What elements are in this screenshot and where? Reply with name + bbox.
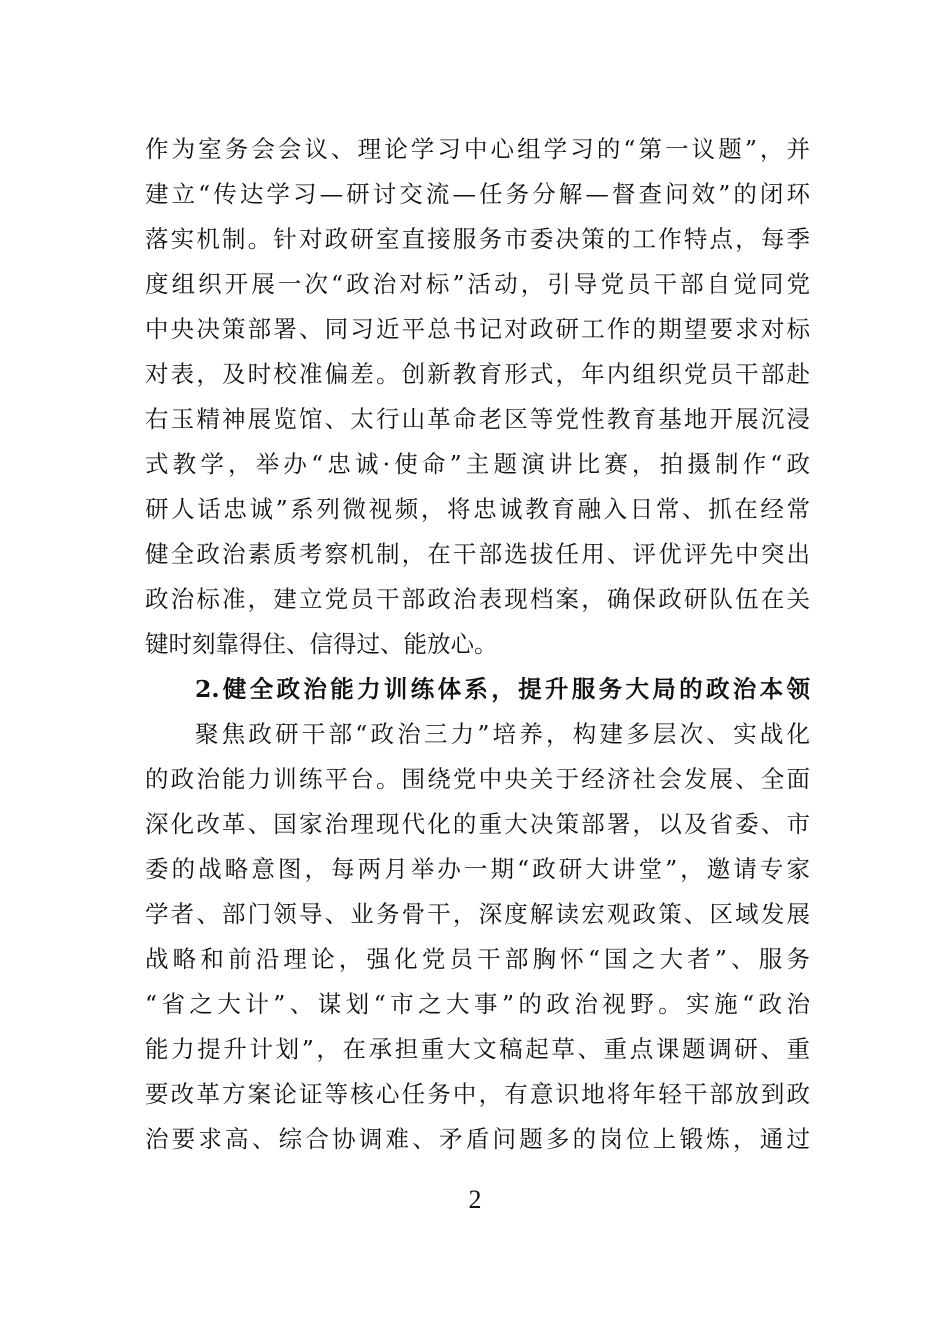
text-line: 聚焦政研干部“政治三力”培养，构建多层次、实战化 (195, 720, 810, 748)
text-line: 深化改革、国家治理现代化的重大决策部署，以及省委、市 (145, 810, 810, 838)
text-line: 右玉精神展览馆、太行山革命老区等党性教育基地开展沉浸 (145, 405, 810, 433)
text-line: 键时刻靠得住、信得过、能放心。 (145, 630, 498, 658)
text-line: 学者、部门领导、业务骨干，深度解读宏观政策、区域发展 (145, 900, 810, 928)
text-line: 委的战略意图，每两月举办一期“政研大讲堂”，邀请专家 (145, 855, 810, 883)
text-line: 治要求高、综合协调难、矛盾问题多的岗位上锻炼，通过 (145, 1125, 810, 1153)
text-line: 的政治能力训练平台。围绕党中央关于经济社会发展、全面 (145, 765, 810, 793)
text-line: “省之大计”、谋划“市之大事”的政治视野。实施“政治 (145, 990, 810, 1018)
text-line: 研人话忠诚”系列微视频，将忠诚教育融入日常、抓在经常 (145, 495, 810, 523)
text-line: 中央决策部署、同习近平总书记对政研工作的期望要求对标 (145, 315, 810, 343)
text-line: 能力提升计划”，在承担重大文稿起草、重点课题调研、重 (145, 1035, 810, 1063)
text-line: 战略和前沿理论，强化党员干部胸怀“国之大者”、服务 (145, 945, 810, 973)
section-heading: 2.健全政治能力训练体系，提升服务大局的政治本领 (195, 675, 810, 703)
text-line: 度组织开展一次“政治对标”活动，引导党员干部自觉同党 (145, 270, 810, 298)
text-line: 政治标准，建立党员干部政治表现档案，确保政研队伍在关 (145, 585, 810, 613)
text-line: 健全政治素质考察机制，在干部选拔任用、评优评先中突出 (145, 540, 810, 568)
page-number: 2 (468, 1185, 482, 1214)
text-line: 落实机制。针对政研室直接服务市委决策的工作特点，每季 (145, 225, 810, 253)
text-line: 式教学，举办“忠诚·使命”主题演讲比赛，拍摄制作“政 (145, 450, 810, 478)
text-line: 对表，及时校准偏差。创新教育形式，年内组织党员干部赴 (145, 360, 810, 388)
text-line: 建立“传达学习—研讨交流—任务分解—督查问效”的闭环 (145, 180, 810, 208)
text-line: 作为室务会会议、理论学习中心组学习的“第一议题”，并 (145, 135, 810, 163)
text-line: 要改革方案论证等核心任务中，有意识地将年轻干部放到政 (145, 1080, 810, 1108)
